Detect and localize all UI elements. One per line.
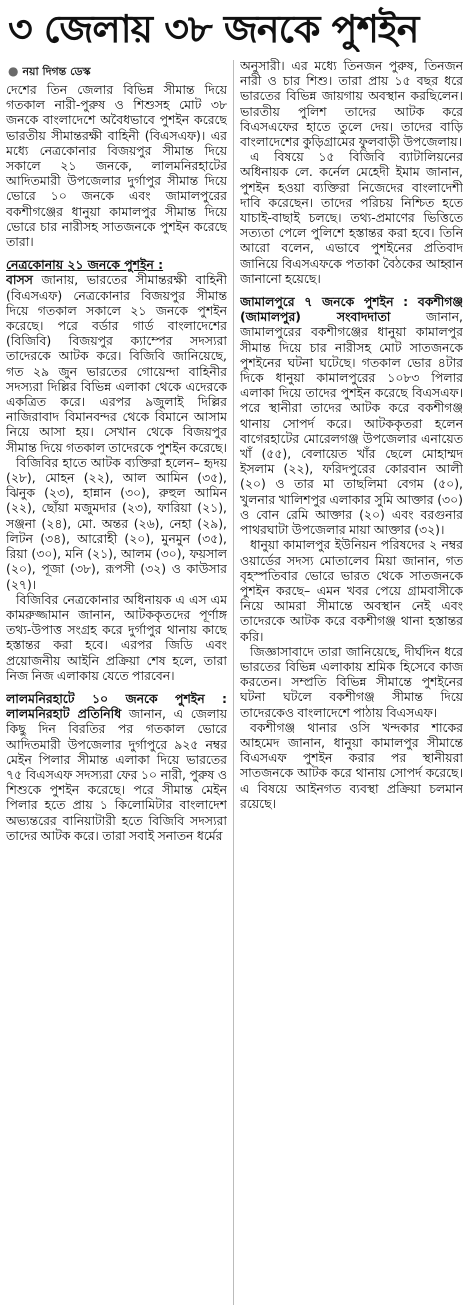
netrokona-body-1: জানায়, ভারতের সীমান্তরক্ষী বাহিনী (বিএসএফ) নেত্রকোনার বিজয়পুর সীমান্ত দিয়ে গতকাল সকালে ২১ জনকে পুশইন করেছে। পরে বর্ডার গার্ড বাংলাদেশের (বিজিবি) বিজয়পুর ক্যাম্পের সদস্যরা তাদেরকে আটক করে। বিজিবি জানিয়েছে, গত ২৯ জুন ভারতের গোয়েন্দা বাহিনীর সদস্যরা দিল্লির বিভিন্ন এলাকা থেকে এদেরকে একত্রিত করে। এরপর ৯জুলাই দিল্লির নাজিরাবাদ বিমানবন্দর থেকে বিমানে আসাম নিয়ে আসা হয়। সেখান থেকে বিজয়পুর সীমান্ত দিয়ে গতকাল তাদেরকে পুশইন করেছে। — [6, 272, 227, 455]
spacer — [240, 286, 463, 294]
jamalpur-body-1: জানান, জামালপুরের বকশীগঞ্জের ধানুয়া কামালপুর সীমান্ত দিয়ে চার নারীসহ মোট সাতজনকে পুশইনের ঘটনা ঘটেছে। গতকাল ভোর ৪টার দিকে ধানুয়া কামালপুরের ১০৮৩ পিলার এলাকা দিয়ে তাদের পুশইন করেছে বিএসএফ। পরে স্থানীরা তাদের আটক করে বকশীগঞ্জ থানায় সোপর্দ করে। আটককৃতরা হলেন বাগেরহাটের মোরেলগঞ্জ উপজেলার এনায়েত খাঁ (৫৫), বেলায়েত খাঁর ছেলে মোহাম্মদ ইসলাম (২২), ফরিদপুরের কোরবান আলী (২০) ও তার মা তাছলিমা বেগম (৫০), খুলনার খালিশপুর এলাকার সুমি আক্তার (৩০) ও বোন রেমি আক্তার (২০) এবং বরগুনার পাথরঘাটা উপজেলার মায়া আক্তার (৩২)। — [240, 309, 463, 538]
right-column — [240, 58, 463, 1307]
lalmonirhat-paragraph-2: অনুসারী। এর মধ্যে তিনজন পুরুষ, তিনজন নারী ও চার শিশু। তারা প্রায় ১৫ বছর ধরে ভারতের বিভিন্ন জায়গায় অবস্থান করছিলেন। ভারতীয় পুলিশ তাদের আটক করে বিএসএফের হাতে তুলে দেয়। তাদের বাড়ি বাংলাদেশের কুড়িগ্রামের ফুলবাড়ী উপজেলায়। — [240, 58, 463, 150]
byline-text: নয়া দিগন্ত ডেস্ক — [22, 65, 91, 78]
lalmonirhat-paragraph-1 — [6, 691, 227, 843]
bullet-icon: ● — [8, 64, 19, 78]
subhead-jamalpur: জামালপুরে ৭ জনকে পুশইন : বকশীগঞ্জ (জামালপুর) সংবাদদাতা — [240, 294, 463, 325]
column-divider — [233, 60, 234, 1305]
spacer — [6, 249, 227, 257]
jamalpur-paragraph-1 — [240, 294, 463, 537]
subhead-netrokona: নেত্রকোনায় ২১ জনকে পুশইন : — [6, 257, 164, 273]
intro-paragraph: দেশের তিন জেলার বিভিন্ন সীমান্ত দিয়ে গতকাল নারী-পুরুষ ও শিশুসহ মোট ৩৮ জনকে বাংলাদেশে অবৈধভাবে পুশইন করেছে ভারতীয় সীমান্তরক্ষী বাহিনী (বিএসএফ)। এর মধ্যে নেত্রকোনার বিজয়পুর সীমান্ত দিয়ে সকালে ২১ জনকে, লালমনিরহাটের আদিতমারী উপজেলার দুর্গাপুর সীমান্ত দিয়ে ভোরে ১০ জনকে এবং জামালপুরের বকশীগঞ্জের ধানুয়া কামালপুর সীমান্ত দিয়ে ভোরে চার নারীসহ সাতজনকে পুশইন করেছে তারা। — [6, 82, 227, 250]
source-basas: বাসস — [6, 272, 33, 288]
spacer — [6, 683, 227, 691]
byline — [8, 64, 227, 79]
netrokona-paragraph-2: বিজিবির হাতে আটক ব্যক্তিরা হলেন– হৃদয় (২৮), মোহন (২২), আল আমিন (৩৫), ঝিনুক (২৩), হান্নান (৩০), রুহুল আমিন (২২), ছোঁয়া মজুমদার (২৩), ফারিয়া (২১), সঞ্জনা (২৪), মো. অন্তর (২৬), নেহা (২৯), লিটন (৩৪), আরোহী (২০), মুনমুন (৩৫), রিয়া (৩০), মনি (২১), আলম (৩০), ফয়সাল (২০), পূজা (৩৮), রূপসী (৩২) ও কাউসার (২৭)। — [6, 454, 227, 592]
subhead-lalmonirhat: লালমনিরহাটে ১০ জনকে পুশইন : লালমনিরহাট প্রতিনিধি — [6, 690, 227, 722]
netrokona-paragraph-3: বিজিবির নেত্রকোনার অধিনায়ক এ এস এম কামরুজ্জামান জানান, আটককৃতদের পূর্ণাঙ্গ তথ্য-উপাত্ত সংগ্রহ করে দুর্গাপুর থানায় কাছে হস্তান্তর করা হবে। এরপর জিডি এবং প্রয়োজনীয় আইনি প্রক্রিয়া শেষ হলে, তারা নিজ নিজ এলাকায় যেতে পারবেন। — [6, 591, 227, 683]
jamalpur-paragraph-3: জিজ্ঞাসাবাদে তারা জানিয়েছে, দীর্ঘদিন ধরে ভারতের বিভিন্ন এলাকায় শ্রমিক হিসেবে কাজ করতেন। সম্প্রতি বিভিন্ন সীমান্তে পুশইনের ঘটনা ঘটলে বকশীগঞ্জ সীমান্ত দিয়ে তাদেরকেও বাংলাদেশে পাঠায় বিএসএফ। — [240, 643, 463, 720]
left-column — [6, 64, 227, 1307]
lalmonirhat-body-1: জানান, এ জেলায় কিছু দিন বিরতির পর গতকাল ভোরে আদিতমারী উপজেলার দুর্গাপুরে ৯২৫ নম্বর মেইন পিলার সীমান্ত এলাকা দিয়ে ভারতের ৭৫ বিএসএফ সদস্যরা ফের ১০ নারী, পুরুষ ও শিশুকে পুশইন করেছে। পরে সীমান্ত মেইন পিলার হতে প্রায় ১ কিলোমিটার বাংলাদেশ অভ্যন্তরের বানিয়াটারী হতে বিজিবি সদস্যরা তাদের আটক করে। তারা সবাই সনাতন ধর্মের — [6, 706, 227, 843]
netrokona-paragraph-1 — [6, 272, 227, 454]
lalmonirhat-paragraph-3: এ বিষয়ে ১৫ বিজিবি ব্যাটালিয়নের অধিনায়ক লে. কর্নেল মেহেদী ইমাম জানান, পুশইন হওয়া ব্যক্তিরা নিজেদের বাংলাদেশী দাবি করেছেন। তাদের পরিচয় নিশ্চিত হতে যাচাই-বাছাই চলছে। তথ্য-প্রমাণের ভিত্তিতে সত্যতা পেলে পুলিশে হস্তান্তর করা হবে। তিনি আরো বলেন, এভাবে পুশইনের প্রতিবাদ জানিয়ে বিএসএফকে পতাকা বৈঠকের আহ্বান জানানো হয়েছে। — [240, 149, 463, 286]
jamalpur-paragraph-2: ধানুয়া কামালপুর ইউনিয়ন পরিষদের ২ নম্বর ওয়ার্ডের সদস্য মোতালেব মিয়া জানান, গত বৃহস্পতিবার ভোরে ভারত থেকে সাতজনকে পুশইন করছে– এমন খবর পেয়ে গ্রামবাসীকে নিয়ে আমরা সীমান্তে অবস্থান নেই এবং তাদেরকে আটক করে বকশীগঞ্জ থানা হস্তান্তর করি। — [240, 537, 463, 644]
jamalpur-paragraph-4: বকশীগঞ্জ থানার ওসি খন্দকার শাকের আহমেদ জানান, ধানুয়া কামালপুর সীমান্তে বিএসএফ পুশইন করার পর স্থানীয়রা সাতজনকে আটক করে থানায় সোপর্দ করেছে। এ বিষয়ে আইনগত ব্যবস্থা প্রক্রিয়া চলমান রয়েছে। — [240, 719, 463, 811]
headline: ৩ জেলায় ৩৮ জনকে পুশইন — [8, 6, 419, 51]
